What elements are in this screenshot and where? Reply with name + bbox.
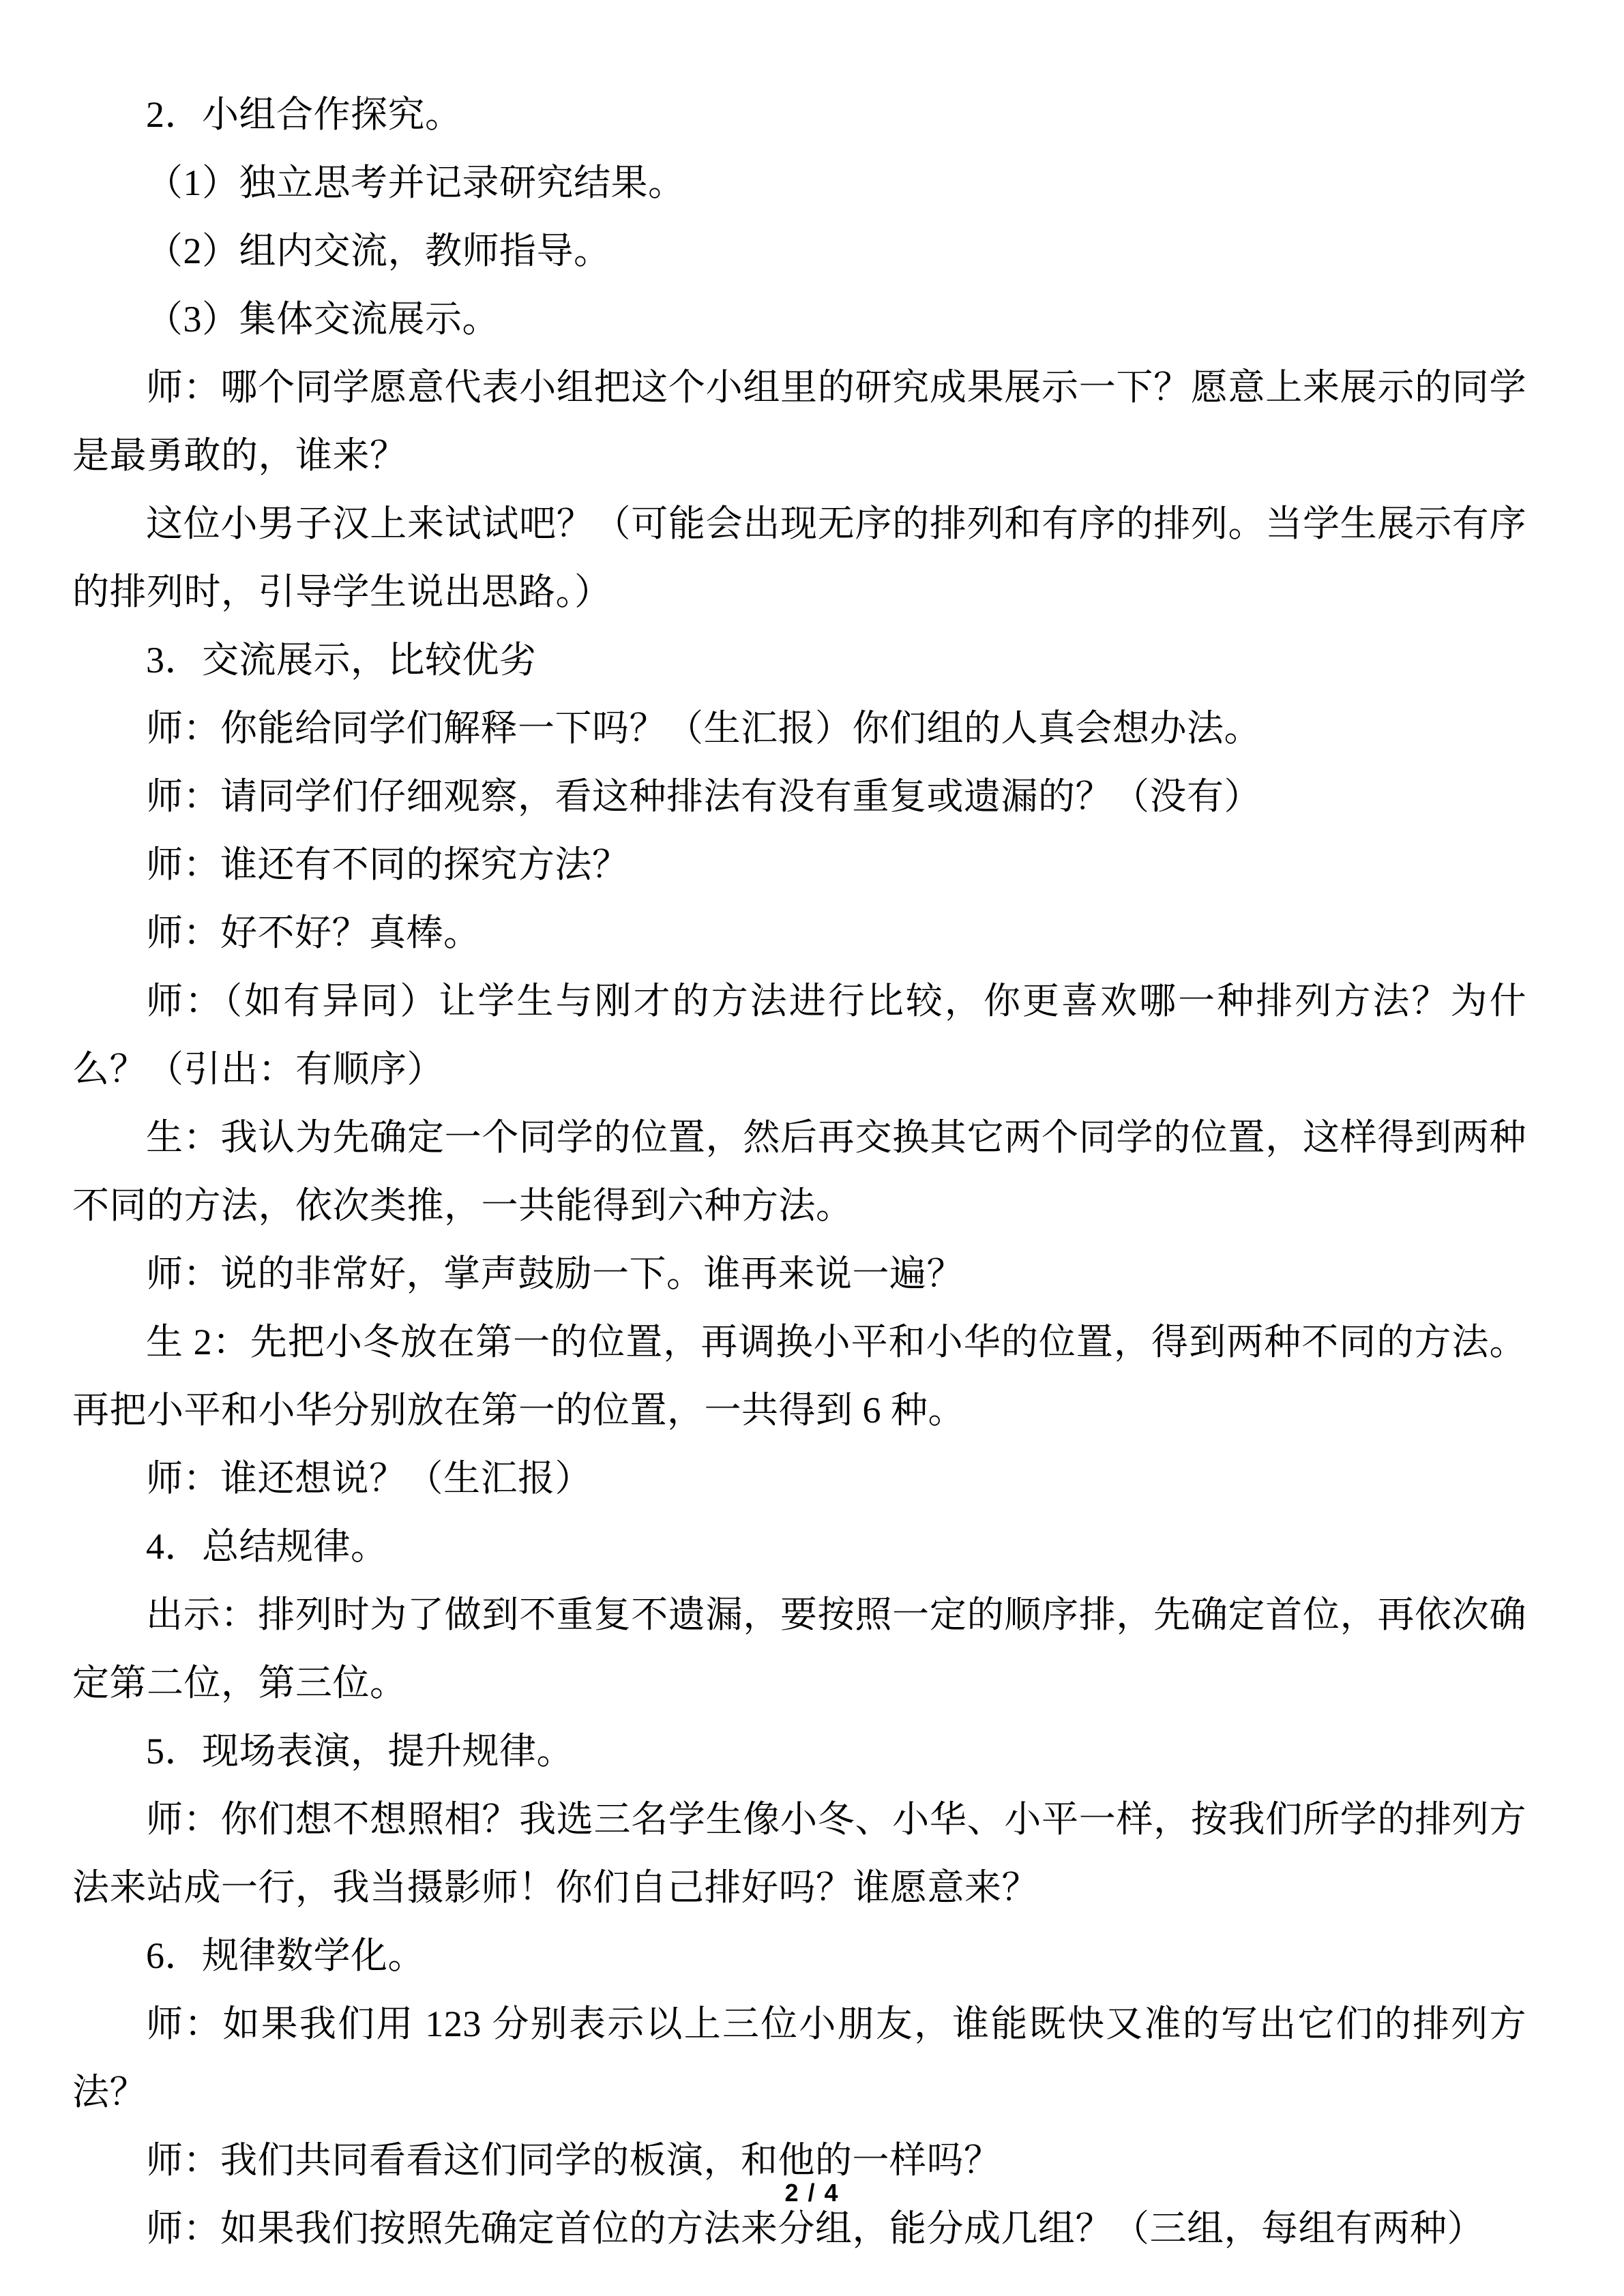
paragraph: 生 2：先把小冬放在第一的位置，再调换小平和小华的位置，得到两种不同的方法。再把小平和小华分别放在第一的位置，一共得到 6 种。 [72, 1322, 1526, 1431]
paragraph: （3）集体交流展示。 [146, 299, 499, 340]
paragraph: 生：我认为先确定一个同学的位置，然后再交换其它两个同学的位置，这样得到两种不同的方法，依次类推，一共能得到六种方法。 [72, 1117, 1526, 1226]
paragraph: 师：请同学们仔细观察，看这种排法有没有重复或遗漏的？（没有） [146, 776, 1261, 817]
paragraph: 这位小男子汉上来试试吧？（可能会出现无序的排列和有序的排列。当学生展示有序的排列时，引导学生说出思路。） [72, 503, 1526, 612]
paragraph: 师：（如有异同）让学生与刚才的方法进行比较，你更喜欢哪一种排列方法？为什么？（引出：有顺序） [72, 981, 1526, 1090]
paragraph: （2）组内交流，教师指导。 [146, 230, 611, 271]
paragraph: 师：哪个同学愿意代表小组把这个小组里的研究成果展示一下？愿意上来展示的同学是最勇敢的，谁来？ [72, 367, 1526, 476]
paragraph: 2．小组合作探究。 [146, 94, 462, 135]
paragraph: 师：你能给同学们解释一下吗？（生汇报）你们组的人真会想办法。 [146, 708, 1261, 749]
document-body [72, 80, 1526, 2263]
paragraph: 师：好不好？真棒。 [146, 912, 481, 953]
paragraph: 师：谁还想说？（生汇报） [146, 1458, 592, 1499]
paragraph: 出示：排列时为了做到不重复不遗漏，要按照一定的顺序排，先确定首位，再依次确定第二位，第三位。 [72, 1594, 1526, 1703]
paragraph: 6．规律数学化。 [146, 1935, 425, 1976]
page-number: 2 / 4 [784, 2179, 840, 2207]
paragraph: 师：我们共同看看这们同学的板演，和他的一样吗？ [146, 2140, 1001, 2181]
paragraph: 3．交流展示，比较优劣 [146, 640, 537, 681]
paragraph: 4．总结规律。 [146, 1526, 388, 1567]
paragraph: 师：如果我们按照先确定首位的方法来分组，能分成几组？（三组，每组有两种） [146, 2208, 1484, 2249]
paragraph: 师：谁还有不同的探究方法？ [146, 844, 630, 885]
paragraph: （1）独立思考并记录研究结果。 [146, 162, 685, 203]
paragraph: 师：说的非常好，掌声鼓励一下。谁再来说一遍？ [146, 1253, 964, 1294]
paragraph: 5．现场表演，提升规律。 [146, 1731, 574, 1772]
paragraph: 师：如果我们用 123 分别表示以上三位小朋友，谁能既快又准的写出它们的排列方法？ [72, 2003, 1526, 2113]
paragraph: 师：你们想不想照相？我选三名学生像小冬、小华、小平一样，按我们所学的排列方法来站成一行，我当摄影师！你们自己排好吗？谁愿意来？ [72, 1799, 1526, 1908]
